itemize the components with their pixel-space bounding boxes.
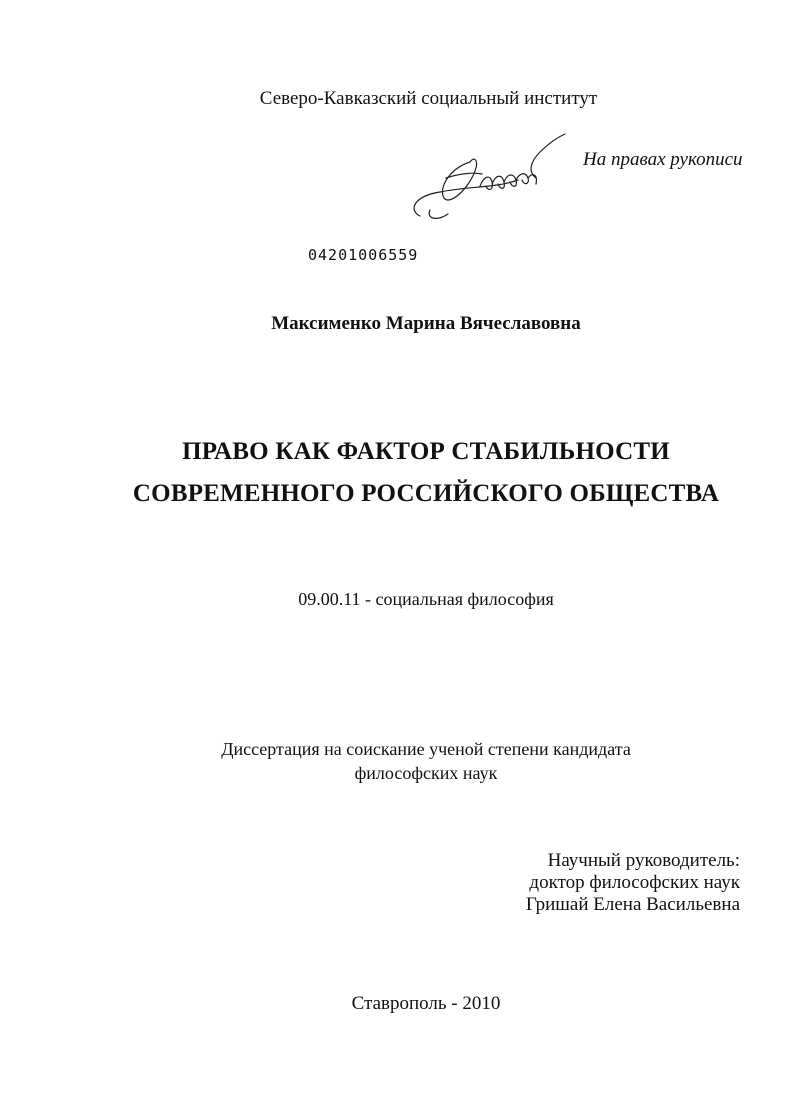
handwritten-signature	[400, 128, 580, 228]
institution-name: Северо-Кавказский социальный институт	[259, 88, 598, 109]
dissertation-title-line-1: ПРАВО КАК ФАКТОР СТАБИЛЬНОСТИ	[182, 438, 670, 465]
supervisor-label: Научный руководитель:	[547, 850, 740, 871]
supervisor-name: Гришай Елена Васильевна	[525, 894, 740, 915]
author-name: Максименко Марина Вячеславовна	[271, 313, 581, 334]
manuscript-note: На правах рукописи	[583, 149, 743, 170]
registration-number: 04201006559	[308, 246, 419, 264]
supervisor-degree: доктор философских наук	[529, 872, 740, 893]
specialty-code: 09.00.11 - социальная философия	[298, 589, 554, 609]
degree-statement-line-1: Диссертация на соискание ученой степени кандидата	[221, 739, 631, 759]
degree-statement-line-2: философских наук	[354, 763, 498, 783]
dissertation-title-line-2: СОВРЕМЕННОГО РОССИЙСКОГО ОБЩЕСТВА	[132, 480, 720, 507]
city-year: Ставрополь - 2010	[351, 993, 501, 1014]
